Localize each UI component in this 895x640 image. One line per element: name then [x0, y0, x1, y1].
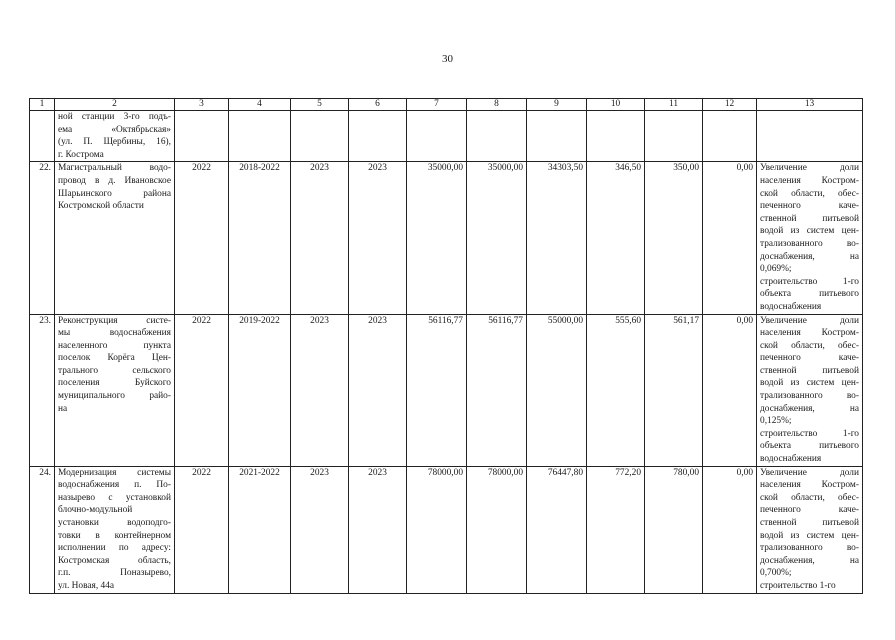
object-name-line: на: [58, 403, 68, 414]
total-cost-cell: 56116,77: [407, 314, 467, 466]
result-line: ственной питьевой: [760, 213, 859, 224]
regional-funding-cell: 555,60: [587, 314, 645, 466]
object-name-line: водоснабжения п. По-: [58, 480, 171, 491]
object-name-line: ул. Новая, 44а: [58, 580, 115, 591]
period-cell: 2021-2022: [229, 466, 291, 593]
cont-empty-cell: [527, 111, 587, 162]
result-line: ской области, обес-: [760, 492, 859, 503]
cont-empty-cell: [587, 111, 645, 162]
object-name-line: Магистральный водо-: [58, 163, 171, 174]
regional-funding-cell: 772,20: [587, 466, 645, 593]
year-cell: 2022: [175, 162, 229, 314]
object-name-line: исполнении по адресу:: [58, 543, 171, 554]
investment-table: [29, 98, 863, 594]
object-name-line: муниципального райо-: [58, 391, 171, 402]
year-start-cell: 2023: [291, 314, 349, 466]
object-name-cell: [55, 162, 175, 314]
year-start-cell: 2023: [291, 162, 349, 314]
header-cell-5: 5: [291, 99, 349, 111]
result-line: водой из систем цен-: [760, 378, 859, 389]
header-cell-2: 2: [55, 99, 175, 111]
object-name-line: назырево с установкой: [58, 492, 171, 503]
cont-empty-cell: [645, 111, 703, 162]
year-end-cell: 2023: [349, 162, 407, 314]
result-line: населения Костром-: [760, 328, 859, 339]
row-number-cell: 23.: [30, 314, 55, 466]
result-line: водой из систем цен-: [760, 226, 859, 237]
header-cell-9: 9: [527, 99, 587, 111]
page-number: 30: [442, 53, 453, 65]
cont-name-line: (ул. П. Щербины, 16),: [58, 137, 171, 148]
total-funding-cell: 35000,00: [467, 162, 527, 314]
cont-name-line: ной станции 3-го подъ-: [58, 112, 171, 122]
object-name-line: населенного пункта: [58, 340, 171, 351]
cont-empty-cell: [757, 111, 863, 162]
object-name-line: Костромской области: [58, 201, 144, 212]
local-funding-cell: 780,00: [645, 466, 703, 593]
table-header-row: [30, 99, 863, 111]
header-cell-12: 12: [703, 99, 757, 111]
result-line: Увеличение доли: [760, 467, 859, 478]
object-name-line: г.п. Поназырево,: [58, 568, 171, 579]
result-line: доснабжения, на: [760, 555, 859, 566]
object-name-cell: [55, 314, 175, 466]
object-name-line: провод в д. Ивановское: [58, 175, 171, 186]
object-name-line: Реконструкция систе-: [58, 315, 171, 326]
federal-funding-cell: 34303,50: [527, 162, 587, 314]
total-cost-cell: 78000,00: [407, 466, 467, 593]
result-line: строительство 1-го: [760, 428, 859, 439]
year-end-cell: 2023: [349, 314, 407, 466]
result-line: трализованного во-: [760, 543, 859, 554]
total-funding-cell: 78000,00: [467, 466, 527, 593]
header-cell-13: 13: [757, 99, 863, 111]
result-line: ственной питьевой: [760, 365, 859, 376]
cont-empty-cell: [229, 111, 291, 162]
year-cell: 2022: [175, 314, 229, 466]
cont-empty-cell: [407, 111, 467, 162]
result-line: населения Костром-: [760, 480, 859, 491]
object-name-line: трального сельского: [58, 365, 171, 376]
cont-name-line: ема «Октябрьская»: [58, 124, 171, 135]
header-cell-4: 4: [229, 99, 291, 111]
result-cell: [757, 466, 863, 593]
object-name-line: поселения Буйского: [58, 378, 171, 389]
cont-num-cell: [30, 111, 55, 162]
object-name-line: блочно-модульной: [58, 505, 133, 516]
cont-empty-cell: [175, 111, 229, 162]
result-line: печенного каче-: [760, 353, 859, 364]
header-cell-1: 1: [30, 99, 55, 111]
object-name-line: установки водоподго-: [58, 518, 171, 528]
other-funding-cell: 0,00: [703, 466, 757, 593]
result-line: Увеличение доли: [760, 163, 859, 174]
result-line: трализованного во-: [760, 391, 859, 402]
result-line: 0,700%;: [760, 568, 792, 579]
cont-empty-cell: [467, 111, 527, 162]
result-line: объекта питьевого: [760, 289, 859, 300]
federal-funding-cell: 76447,80: [527, 466, 587, 593]
row-number-cell: 22.: [30, 162, 55, 314]
header-cell-6: 6: [349, 99, 407, 111]
table-row: [30, 314, 863, 466]
year-end-cell: 2023: [349, 466, 407, 593]
result-line: населения Костром-: [760, 175, 859, 186]
header-cell-11: 11: [645, 99, 703, 111]
result-line: строительство 1-го: [760, 580, 836, 591]
result-line: водой из систем цен-: [760, 530, 859, 541]
local-funding-cell: 561,17: [645, 314, 703, 466]
table-row: [30, 466, 863, 593]
result-line: ской области, обес-: [760, 188, 859, 199]
result-line: печенного каче-: [760, 201, 859, 212]
result-cell: [757, 162, 863, 314]
result-line: 0,069%;: [760, 264, 792, 275]
row-number-cell: 24.: [30, 466, 55, 593]
continuation-row: [30, 111, 863, 162]
cont-empty-cell: [349, 111, 407, 162]
result-line: 0,125%;: [760, 416, 792, 427]
local-funding-cell: 350,00: [645, 162, 703, 314]
header-cell-3: 3: [175, 99, 229, 111]
result-line: строительство 1-го: [760, 276, 859, 287]
header-cell-10: 10: [587, 99, 645, 111]
total-cost-cell: 35000,00: [407, 162, 467, 314]
year-cell: 2022: [175, 466, 229, 593]
object-name-line: поселок Корёга Цен-: [58, 353, 171, 364]
total-funding-cell: 56116,77: [467, 314, 527, 466]
result-line: водоснабжения: [760, 301, 822, 312]
period-cell: 2019-2022: [229, 314, 291, 466]
table-row: [30, 162, 863, 314]
cont-empty-cell: [703, 111, 757, 162]
object-name-line: Шарьинского района: [58, 188, 171, 199]
result-line: объекта питьевого: [760, 441, 859, 452]
object-name-line: товки в контейнерном: [58, 530, 171, 541]
other-funding-cell: 0,00: [703, 314, 757, 466]
result-line: ской области, обес-: [760, 340, 859, 351]
result-cell: [757, 314, 863, 466]
federal-funding-cell: 55000,00: [527, 314, 587, 466]
year-start-cell: 2023: [291, 466, 349, 593]
cont-name-line: г. Кострома: [58, 149, 104, 160]
header-cell-7: 7: [407, 99, 467, 111]
object-name-line: Костромская область,: [58, 555, 171, 566]
object-name-line: Модернизация системы: [58, 467, 171, 478]
object-name-cell: [55, 466, 175, 593]
regional-funding-cell: 346,50: [587, 162, 645, 314]
result-line: Увеличение доли: [760, 315, 859, 326]
other-funding-cell: 0,00: [703, 162, 757, 314]
result-line: доснабжения, на: [760, 251, 859, 262]
cont-name-cell: [55, 111, 175, 162]
result-line: печенного каче-: [760, 505, 859, 516]
cont-empty-cell: [291, 111, 349, 162]
result-line: трализованного во-: [760, 238, 859, 249]
result-line: ственной питьевой: [760, 518, 859, 528]
result-line: водоснабжения: [760, 454, 822, 465]
object-name-line: мы водоснабжения: [58, 328, 171, 339]
period-cell: 2018-2022: [229, 162, 291, 314]
header-cell-8: 8: [467, 99, 527, 111]
result-line: доснабжения, на: [760, 403, 859, 414]
